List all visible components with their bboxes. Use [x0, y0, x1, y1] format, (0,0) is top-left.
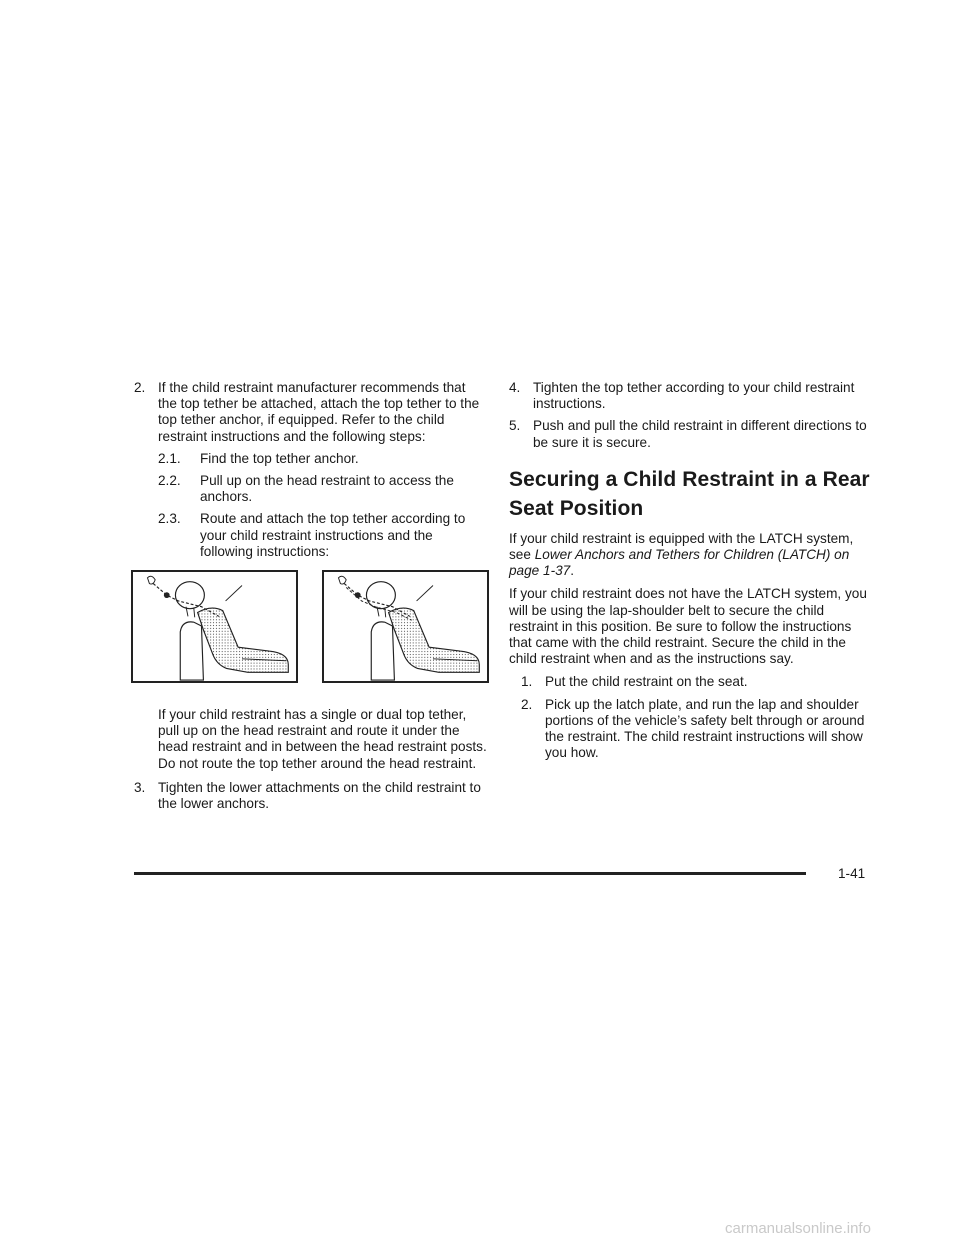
step-text: Tighten the lower attachments on the child restraint to the lower anchors. [158, 779, 481, 812]
rear-seat-step-list [509, 674, 875, 761]
step-number: 5. [509, 418, 521, 434]
latch-paragraph-prefix: If your child restraint is equipped with the LATCH system, see [509, 530, 854, 563]
substep-list [134, 451, 488, 560]
latch-paragraph [509, 531, 875, 580]
step-number: 1. [521, 674, 533, 690]
substep-number: 2.2. [158, 473, 181, 489]
step-2 [134, 380, 488, 445]
step-number: 4. [509, 380, 521, 395]
substep-text: Pull up on the head restraint to access the anchors. [200, 473, 454, 505]
step-text: Tighten the top tether according to your child restraint instructions. [533, 380, 855, 412]
step-text: Pick up the latch plate, and run the lap and shoulder portions of the vehicle’s safety belt through or around the restraint. The child restraint instructions will show you how. [545, 696, 865, 761]
step-number: 2. [521, 696, 533, 712]
substep-number: 2.3. [158, 511, 181, 527]
step-text: If the child restraint manufacturer recommends that the top tether be attached, attach the top tether to the top tether anchor, if equipped. Refer to the child restraint instructions and the following steps: [158, 380, 480, 444]
page-number: 1-41 [838, 866, 866, 881]
rear-step-1 [521, 674, 875, 690]
step-text: Push and pull the child restraint in different directions to be sure it is secure. [533, 418, 867, 450]
rear-step-2 [521, 697, 875, 762]
latch-cross-reference-link[interactable]: Lower Anchors and Tethers for Children (LATCH) on page 1-37 [509, 547, 850, 579]
step-number: 2. [134, 380, 146, 395]
substep-2-2 [158, 473, 488, 505]
section-heading: Securing a Child Restraint in a Rear Seat Position [509, 467, 870, 520]
substep-2-1 [158, 451, 488, 467]
seat-tether-illustration-single [131, 570, 298, 683]
substep-number: 2.1. [158, 450, 181, 466]
step-3 [134, 780, 488, 812]
tether-routing-note: If your child restraint has a single or dual top tether, pull up on the head restraint and route it under the head restraint and in between the head restraint posts. Do not route the top tether around the head restraint. [158, 707, 487, 771]
lap-shoulder-paragraph: If your child restraint does not have the LATCH system, you will be using the lap-shoulder belt to secure the child restraint in this position. Be sure to follow the instructions that came with the child restraint. Secure the child in the child restraint when and as the instructions say. [509, 586, 867, 667]
footer-rule [134, 872, 806, 875]
latch-paragraph-suffix: . [570, 563, 575, 579]
right-column [509, 380, 875, 767]
step-5 [509, 418, 875, 450]
substep-text: Find the top tether anchor. [200, 450, 359, 466]
left-column [134, 380, 488, 818]
watermark: carmanualsonline.info [725, 1220, 871, 1237]
seat-tether-illustration-dual [322, 570, 489, 683]
seat-illustration-icon [133, 572, 296, 681]
step-4 [509, 380, 875, 412]
tether-figures [131, 570, 488, 693]
seat-illustration-icon [324, 572, 487, 681]
step-number: 3. [134, 779, 146, 795]
substep-text: Route and attach the top tether according to your child restraint instructions and the following instructions: [200, 511, 466, 559]
substep-2-3 [158, 511, 488, 560]
step-text: Put the child restraint on the seat. [545, 674, 748, 690]
